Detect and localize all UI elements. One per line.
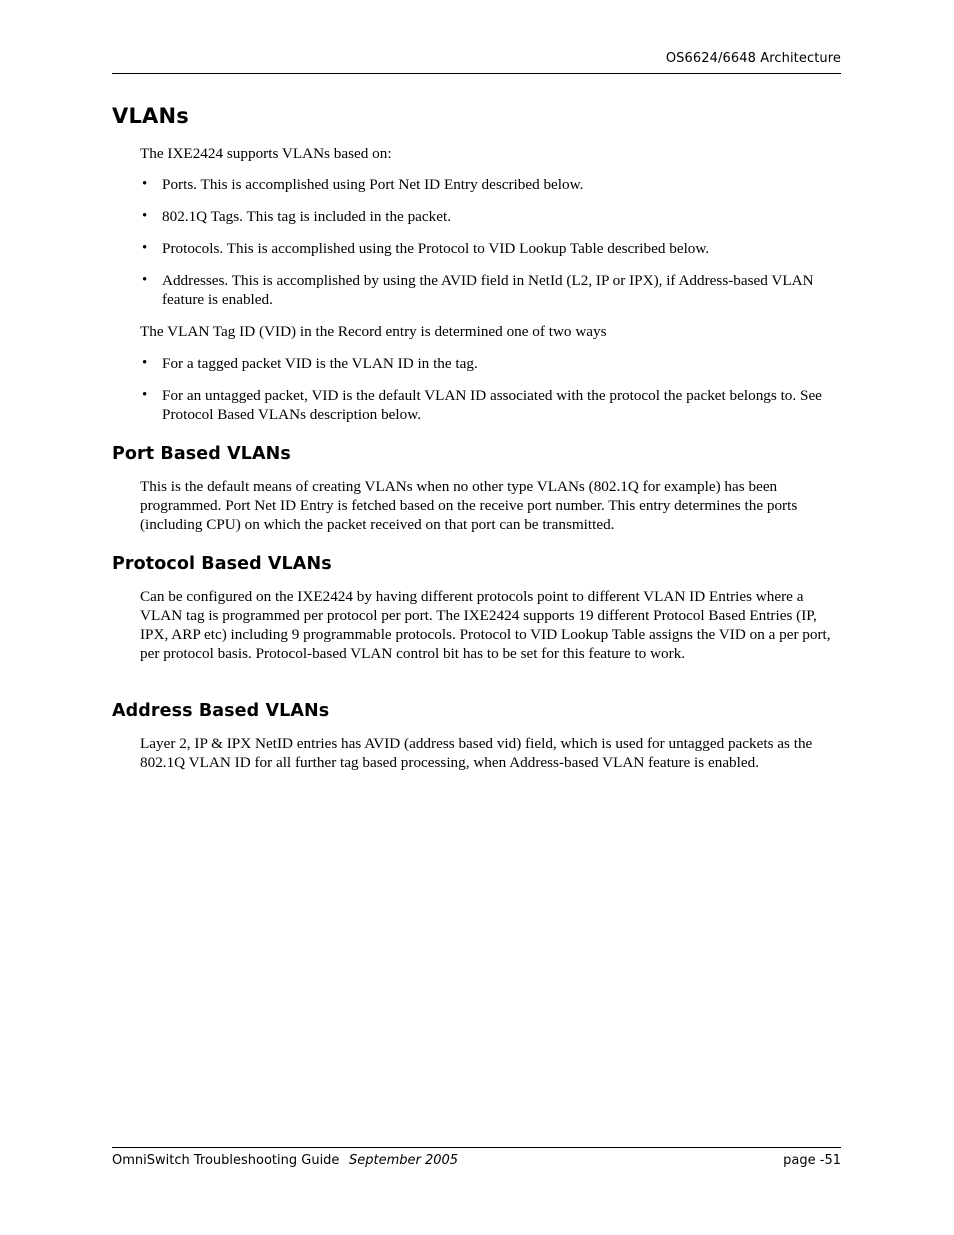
running-footer [112,1147,841,1172]
section-heading-port-based: Port Based VLANs [112,444,291,464]
list-item: • Ports. This is accomplished using Port Net ID Entry described below. [142,176,584,193]
vid-intro: The VLAN Tag ID (VID) in the Record entry is determined one of two ways [140,323,607,340]
vlans-intro: The IXE2424 supports VLANs based on: [140,145,392,162]
address-based-body: Layer 2, IP & IPX NetID entries has AVID (address based vid) field, which is used for untagged packets as the 802.1Q VLAN ID for all further tag based processing, when Address-based VLAN feature is enabled. [140,735,813,771]
list-item: • For an untagged packet, VID is the default VLAN ID associated with the protocol the packet belongs to. See Protocol Based VLANs description below. [142,387,822,423]
vid-method-list [140,354,840,424]
section-heading-vlans: VLANs [112,104,189,128]
bullet-icon: • [142,176,148,192]
bullet-icon: • [142,355,148,371]
bullet-icon: • [142,240,148,256]
footer-page-number: page -51 [783,1153,841,1168]
bullet-icon: • [142,208,148,224]
list-item: • Protocols. This is accomplished using the Protocol to VID Lookup Table described below. [142,240,710,257]
protocol-based-body: Can be configured on the IXE2424 by having different protocols point to different VLAN ID Entries where a VLAN tag is programmed per protocol per port. The IXE2424 supports 19 different Protocol Based Entries (IP, IPX, ARP etc) including 9 programmable protocols. Protocol to VID Lookup Table assigns the VID on a per port, per protocol basis. Protocol-based VLAN control bit has to be set for this feature to work. [140,588,831,662]
running-header [112,51,841,74]
vlan-basis-list [140,175,840,309]
section-heading-protocol-based: Protocol Based VLANs [112,554,332,574]
list-item: • 802.1Q Tags. This tag is included in the packet. [142,208,451,225]
footer-guide-title: OmniSwitch Troubleshooting Guide [112,1153,340,1168]
footer-date: September 2005 [349,1153,459,1168]
list-item: • For a tagged packet VID is the VLAN ID in the tag. [142,355,478,372]
bullet-icon: • [142,272,148,288]
port-based-body: This is the default means of creating VLANs when no other type VLANs (802.1Q for example) has been programmed. Port Net ID Entry is fetched based on the receive port number. This entry determines the ports (including CPU) on which the packet received on that port can be transmitted. [140,478,798,533]
list-item: • Addresses. This is accomplished by using the AVID field in NetId (L2, IP or IPX), if Address-based VLAN feature is enabled. [142,272,814,308]
section-heading-address-based: Address Based VLANs [112,701,330,721]
running-header-title: OS6624/6648 Architecture [665,51,841,66]
bullet-icon: • [142,387,148,403]
